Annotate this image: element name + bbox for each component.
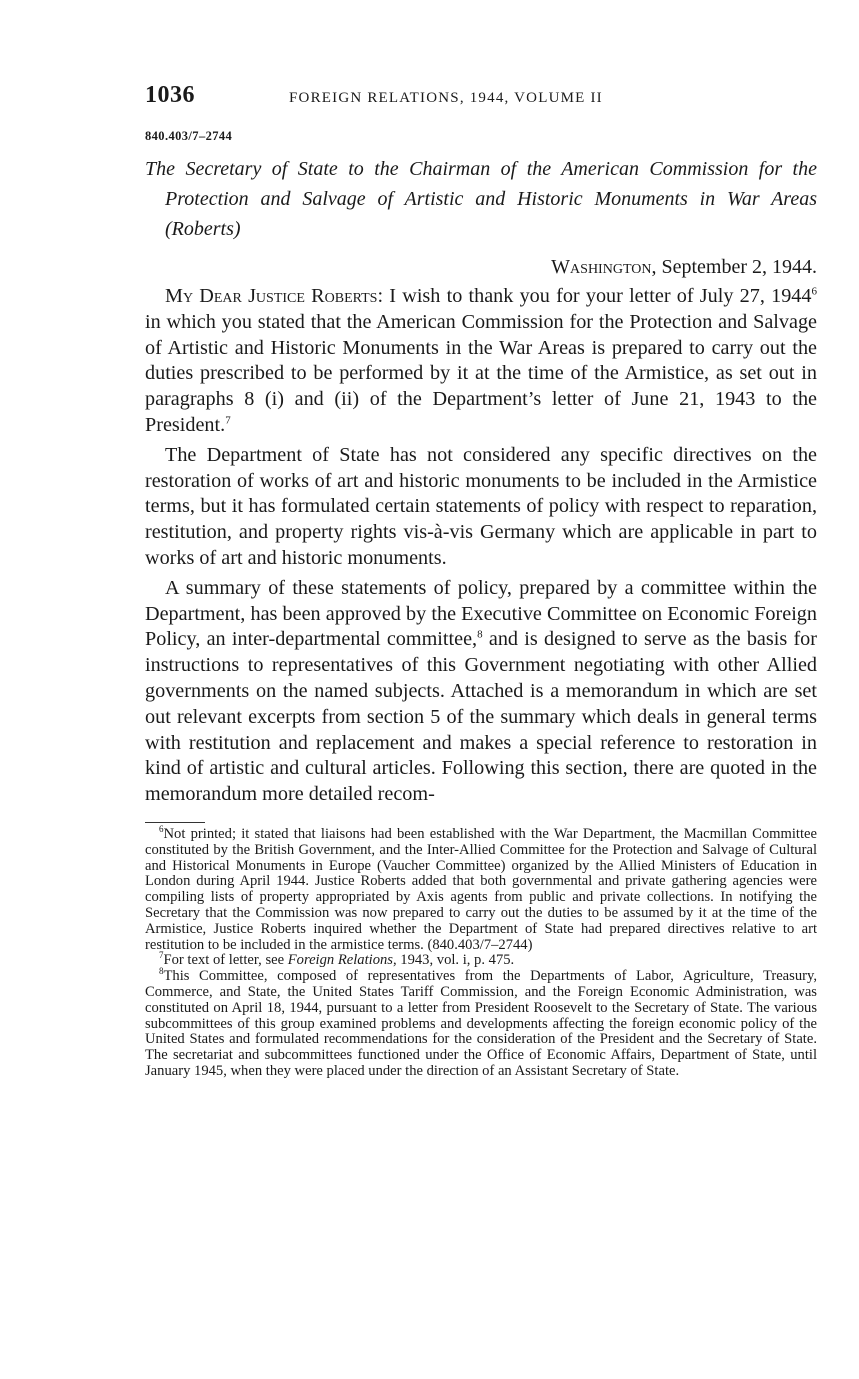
footnotes	[145, 824, 817, 1080]
salutation: My Dear Justice Roberts	[165, 285, 378, 307]
paragraph-1-text-a: : I wish to thank you for your letter of July 27, 1944	[377, 285, 812, 307]
document-page	[145, 82, 817, 1080]
paragraph-1	[145, 284, 817, 439]
paragraph-3-text-b: and is designed to serve as the basis for instructions to representatives of this Government negotiating with other Allied governments on the named subjects. Attached is a memorandum in which are set out relevant excerpts from section 5 of the summary which deals in general terms with restitution and replacement and makes a special reference to restoration in kind of artistic and cultural articles. Following this section, there are quoted in the memorandum more detailed recom-	[145, 628, 818, 806]
paragraph-3	[145, 576, 817, 808]
dateline-place: Washington	[551, 256, 652, 278]
footnote-divider	[145, 822, 205, 823]
footnote-8-text: This Committee, composed of representatives from the Departments of Labor, Agriculture, Treasury, Commerce, and State, the United States Tariff Commission, and the Foreign Economic Administration, was constituted on April 18, 1944, pursuant to a letter from President Roosevelt to the Secretary of State. The various subcommittees of this group examined problems and developments affecting the foreign economic policy of the United States and formulated recommendations for the consideration of the President and the Secretary of State. The secretariat and subcommittees functioned under the Office of Economic Affairs, Department of State, until January 1945, when they were placed under the direction of an Assistant Secretary of State.	[145, 968, 817, 1079]
footnote-7-pre: For text of letter, see	[163, 952, 288, 969]
footnote-ref-6: 6	[811, 285, 817, 298]
footnote-7-italic: Foreign Relations	[287, 952, 393, 969]
footnote-7	[145, 950, 817, 969]
dateline	[145, 254, 817, 280]
paragraph-3-text-a: A summary of these statements of policy, prepared by a committee within the Department, has been approved by the Executive Committee on Economic Foreign Policy, an inter-departmental committee,	[145, 576, 817, 651]
running-header	[145, 82, 817, 114]
file-number: 840.403/7–2744	[145, 129, 233, 143]
footnote-6-text: Not printed; it stated that liaisons had been established with the War Department, the Macmillan Committee constituted by the British Government, and the Inter-Allied Committee for the Protection and Salvage of Cultural and Historical Monuments in Europe (Vaucher Committee) organized by the Allied Ministers of Education in London during April 1944. Justice Roberts added that both governmental and private gathering agencies were compiling lists of property appropriated by Axis agents from public and private collections. In notifying the Secretary that the Commission was now prepared to carry out the duties to be assumed by it at the time of the Armistice, Justice Roberts inquired whether the Department of State had prepared directives relative to art restitution to be included in the armistice terms. (840.403/7–2744)	[145, 825, 817, 953]
footnote-7-post: , 1943, vol. i, p. 475.	[392, 952, 515, 969]
page-number: 1036	[145, 82, 195, 108]
footnote-6	[145, 824, 817, 953]
paragraph-2: The Department of State has not considered any specific directives on the restoration of works of art and historic monuments to be included in the Armistice terms, but it has formulated certain statements of policy with respect to reparation, restitution, and property rights vis-à-vis Germany which are applicable in part to works of art and historic monuments.	[145, 443, 817, 569]
paragraph-1-text-b: in which you stated that the American Commission for the Protection and Salvage of Artistic and Historic Monuments in the War Areas is prepared to carry out the duties prescribed to be performed by it at the time of the Armistice, as set out in paragraphs 8 (i) and (ii) of the Department’s letter of June 21, 1943 to the President.	[145, 310, 817, 436]
dateline-date: , September 2, 1944.	[651, 256, 817, 278]
footnote-8	[145, 966, 817, 1080]
letter-body	[145, 284, 817, 808]
footnote-6-mark: 6	[159, 824, 164, 835]
footnote-7-mark: 7	[159, 950, 164, 961]
document-title: The Secretary of State to the Chairman of the American Commission for the Protection and Salvage of Artistic and Historic Monuments in War Areas (Roberts)	[145, 158, 817, 240]
running-title: FOREIGN RELATIONS, 1944, VOLUME II	[289, 90, 603, 106]
footnote-ref-8: 8	[477, 628, 483, 641]
footnote-ref-7: 7	[225, 414, 231, 427]
footnote-8-mark: 8	[159, 966, 164, 977]
